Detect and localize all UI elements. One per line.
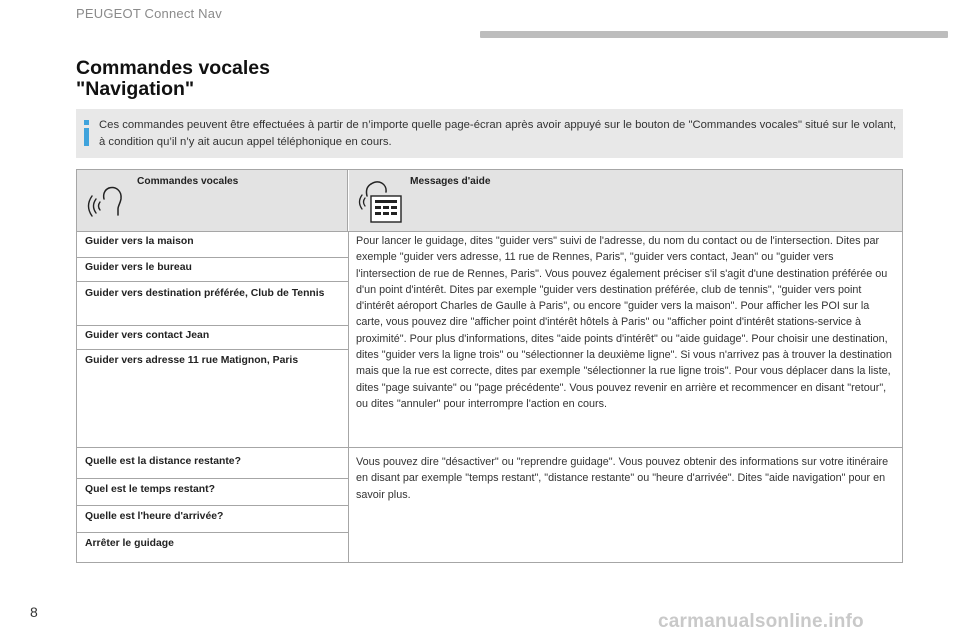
command-divider [77, 478, 348, 479]
info-icon [84, 120, 89, 146]
page-title-line-1: Commandes vocales [76, 57, 271, 79]
header-divider [77, 231, 902, 232]
running-header: PEUGEOT Connect Nav [76, 6, 222, 21]
command-cell: Guider vers la maison [85, 236, 194, 247]
command-divider [77, 532, 348, 533]
info-text: Ces commandes peuvent être effectuées à partir de n’importe quelle page-écran après avoir appuyé sur le bouton de "Commandes vocales" situé sur le volant, à condition qu’il n’y ait aucun appel téléphonique en cours. [99, 119, 897, 148]
info-box [76, 109, 903, 158]
command-divider [77, 325, 348, 326]
command-cell: Guider vers contact Jean [85, 330, 210, 341]
command-divider [77, 505, 348, 506]
watermark: carmanualsonline.info [658, 611, 864, 632]
command-divider [77, 257, 348, 258]
group-divider [77, 447, 902, 448]
table-header-commands-label: Commandes vocales [137, 176, 239, 187]
command-cell: Quelle est la distance restante? [85, 456, 241, 467]
voice-commands-table [76, 169, 903, 563]
command-cell: Guider vers destination préférée, Club de Tennis [85, 288, 325, 299]
help-cell: Pour lancer le guidage, dites "guider vers" suivi de l'adresse, du nom du contact ou de l'intersection. Dites par exemple "guider vers adresse, 11 rue de Rennes, Paris", "guider vers contact, Jean" ou "guider vers l'intersection de rue de Rennes, Paris". Vous pouvez également préciser s'il s'agit d'une destination préférée ou d'un point d'intérêt. Dites par exemple "guider vers destination préférée, club de tennis", "guider vers point d'intérêt aéroport Charles de Gaulle à Paris", ou encore "guider vers la maison". Pour afficher les POI sur la carte, vous pouvez dire "afficher point d'intérêt hôtels à Paris" ou "afficher point d'intérêt stations-service à proximité". Pour plus d'informations, dites "aide points d'intérêt" ou "aide guidage". Pour choisir une destination, dites "guider vers la ligne trois" ou "sélectionner la deuxième ligne". Si vous n'arrivez pas à trouver la destination mais que la rue est correcte, dites par exemple "sélectionner la rue ligne trois". Pour vous déplacer dans la liste, dites "page suivante" ou "page précédente". Vous pouvez revenir en arrière et recommencer en disant "retour", ou dites "annuler" pour interrompre l'action en cours. [356, 235, 892, 410]
help-cell: Vous pouvez dire "désactiver" ou "reprendre guidage". Vous pouvez obtenir des informations sur votre itinéraire en disant par exemple "temps restant", "distance restante" ou "heure d'arrivée". Dites "aide navigation" pour en savoir plus. [356, 456, 889, 501]
voice-help-icon [357, 178, 403, 224]
table-header-help-label: Messages d'aide [410, 176, 491, 187]
table-header-help [349, 170, 902, 231]
header-rule [480, 31, 948, 38]
command-cell: Arrêter le guidage [85, 538, 174, 549]
command-divider [77, 349, 348, 350]
command-cell: Guider vers adresse 11 rue Matignon, Paris [85, 355, 299, 366]
page-number: 8 [30, 604, 38, 620]
voice-command-icon [87, 185, 123, 219]
command-cell: Quel est le temps restant? [85, 484, 215, 495]
page-title [76, 58, 270, 100]
command-cell: Quelle est l'heure d'arrivée? [85, 511, 224, 522]
command-cell: Guider vers le bureau [85, 262, 192, 273]
column-divider [348, 231, 349, 562]
table-header-commands [77, 170, 348, 231]
page-title-line-2: "Navigation" [76, 78, 195, 100]
command-divider [77, 281, 348, 282]
